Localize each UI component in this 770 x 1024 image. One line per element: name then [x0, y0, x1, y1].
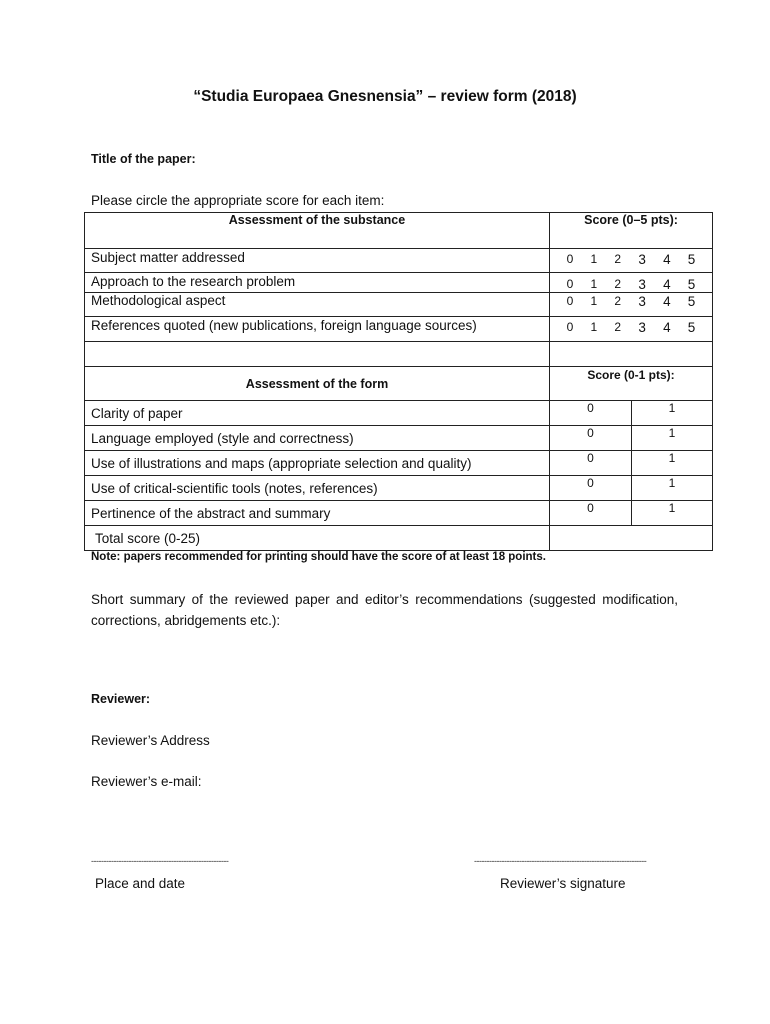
form-item-label: Use of illustrations and maps (appropriate selection and quality) — [85, 451, 550, 476]
score-option[interactable]: 4 — [663, 320, 671, 335]
score-option[interactable]: 4 — [663, 294, 671, 309]
assessment-table — [84, 212, 713, 551]
form-header-row — [85, 367, 713, 401]
score-options — [556, 293, 706, 309]
substance-row — [85, 249, 713, 273]
reviewer-label: Reviewer: — [91, 692, 151, 706]
substance-row — [85, 273, 713, 293]
score-options — [556, 317, 706, 335]
substance-item-label: Methodological aspect — [85, 293, 550, 317]
form-row — [85, 501, 713, 526]
form-item-label: Pertinence of the abstract and summary — [85, 501, 550, 526]
score-option[interactable]: 1 — [632, 476, 713, 501]
score-option[interactable]: 2 — [614, 294, 622, 308]
form-score-header: Score (0-1 pts): — [550, 367, 713, 401]
score-option[interactable]: 0 — [566, 294, 574, 308]
place-date-line: ------------------------------------------------------- — [91, 856, 229, 866]
substance-header: Assessment of the substance — [85, 213, 550, 249]
score-option[interactable]: 5 — [687, 277, 696, 292]
summary-label: Short summary of the reviewed paper and editor’s recommendations (suggested modification, corrections, abridgements etc.): — [91, 592, 678, 628]
form-item-label: Clarity of paper — [85, 401, 550, 426]
form-row — [85, 401, 713, 426]
signature-label: Reviewer’s signature — [500, 876, 626, 891]
paper-title-label: Title of the paper: — [91, 152, 196, 166]
score-option[interactable]: 4 — [663, 277, 671, 292]
score-option[interactable]: 0 — [550, 476, 632, 501]
total-row — [85, 526, 713, 551]
substance-score-header: Score (0–5 pts): — [550, 213, 713, 249]
substance-item-label: Subject matter addressed — [85, 249, 550, 273]
score-options — [556, 273, 706, 292]
score-option[interactable]: 1 — [590, 294, 598, 308]
form-header: Assessment of the form — [85, 367, 550, 401]
signature-line: --------------------------------------------------------------------- — [474, 856, 647, 866]
score-option[interactable]: 4 — [663, 252, 671, 267]
instruction-text: Please circle the appropriate score for each item: — [91, 193, 385, 208]
form-row — [85, 451, 713, 476]
place-date-label: Place and date — [95, 876, 186, 891]
score-option[interactable]: 2 — [614, 252, 622, 266]
score-option[interactable]: 5 — [687, 294, 696, 309]
score-option[interactable]: 0 — [566, 277, 574, 291]
score-option[interactable]: 2 — [614, 277, 622, 291]
score-option[interactable]: 1 — [590, 320, 598, 334]
score-option[interactable]: 0 — [550, 401, 632, 426]
score-option[interactable]: 3 — [638, 277, 646, 292]
score-option[interactable]: 3 — [638, 252, 646, 267]
score-option[interactable]: 1 — [632, 451, 713, 476]
score-option[interactable]: 3 — [638, 320, 646, 335]
form-item-label: Language employed (style and correctness) — [85, 426, 550, 451]
score-option[interactable]: 3 — [638, 294, 646, 309]
substance-row — [85, 293, 713, 317]
score-option[interactable]: 1 — [632, 426, 713, 451]
score-option[interactable]: 5 — [687, 320, 696, 335]
form-row — [85, 426, 713, 451]
score-option[interactable]: 2 — [614, 320, 622, 334]
note-text: Note: papers recommended for printing should have the score of at least 18 points. — [91, 551, 546, 563]
form-title: “Studia Europaea Gnesnensia” – review form (2018) — [193, 88, 577, 105]
substance-item-label: Approach to the research problem — [85, 273, 550, 293]
reviewer-email-label: Reviewer’s e-mail: — [91, 774, 202, 789]
substance-item-label: References quoted (new publications, foreign language sources) — [85, 317, 550, 342]
score-option[interactable]: 5 — [687, 252, 696, 267]
score-option[interactable]: 1 — [590, 252, 598, 266]
score-option[interactable]: 0 — [550, 426, 632, 451]
spacer-row — [85, 342, 713, 367]
score-option[interactable]: 0 — [566, 252, 574, 266]
substance-row — [85, 317, 713, 342]
score-options — [556, 249, 706, 267]
score-option[interactable]: 1 — [632, 501, 713, 526]
form-row — [85, 476, 713, 501]
score-option[interactable]: 0 — [566, 320, 574, 334]
score-option[interactable]: 0 — [550, 501, 632, 526]
score-option[interactable]: 0 — [550, 451, 632, 476]
score-option[interactable]: 1 — [632, 401, 713, 426]
reviewer-address-label: Reviewer’s Address — [91, 733, 210, 748]
substance-header-row — [85, 213, 713, 249]
total-score-label: Total score (0-25) — [85, 526, 550, 551]
form-item-label: Use of critical-scientific tools (notes, references) — [85, 476, 550, 501]
total-score-field[interactable] — [550, 526, 713, 551]
score-option[interactable]: 1 — [590, 277, 598, 291]
